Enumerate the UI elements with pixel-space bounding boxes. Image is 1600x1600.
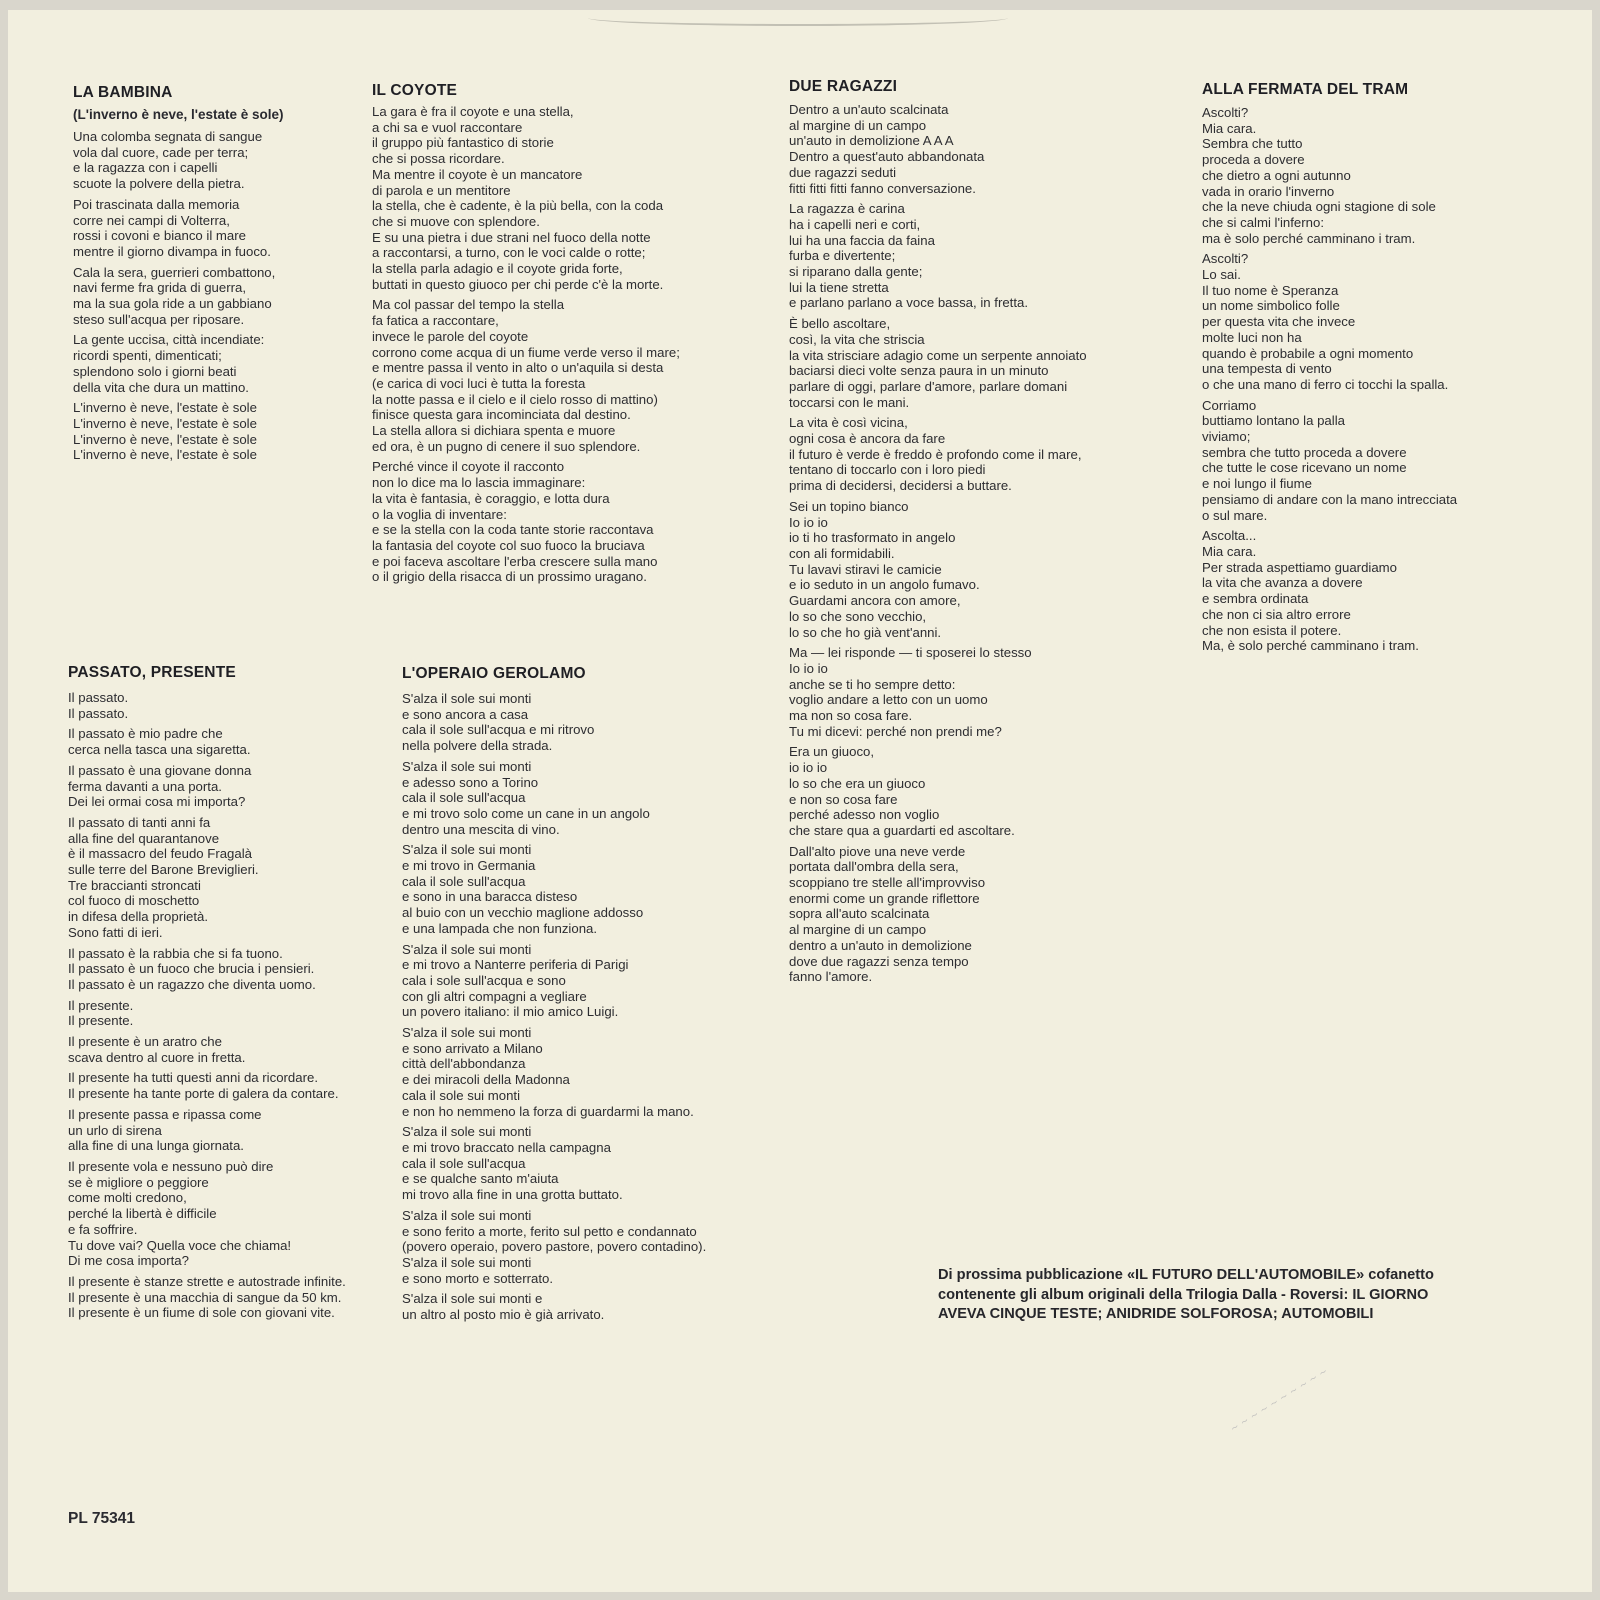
song-title: L'OPERAIO GEROLAMO [402, 665, 586, 682]
stanza [68, 763, 346, 810]
lyric-line: se è migliore o peggiore [68, 1174, 209, 1190]
lyric-line: enormi come un grande riflettore [789, 890, 980, 906]
stanza [73, 265, 284, 328]
song-title: IL COYOTE [372, 82, 458, 99]
lyric-line: Tre braccianti stroncati [68, 877, 201, 893]
lyric-line: La gara è fra il coyote e una stella, [372, 104, 574, 119]
lyric-line: che la neve chiuda ogni stagione di sole [1202, 199, 1436, 215]
lyric-line: tentano di toccarlo con i loro piedi [789, 462, 986, 478]
lyric-line: La gente uccisa, città incendiate: [73, 332, 265, 348]
lyric-line: Ascolti? [1202, 251, 1249, 267]
stanza [372, 104, 680, 292]
stanza [68, 1070, 346, 1101]
lyric-line: splendono solo i giorni beati [73, 363, 237, 379]
lyric-line: cala il sole sull'acqua [402, 1155, 526, 1171]
lyric-line: e non ho nemmeno la forza di guardarmi la mano. [402, 1103, 694, 1119]
lyric-line: steso sull'acqua per riposare. [73, 311, 245, 327]
song-il-coyote [372, 82, 680, 590]
lyric-line: e mi trovo a Nanterre periferia di Parigi [402, 957, 629, 973]
lyric-line: e poi faceva ascoltare l'erba crescere sulla mano [372, 553, 658, 569]
lyric-line: e parlano parlano a voce bassa, in fretta. [789, 295, 1028, 311]
pencil-scribble: ~ ~ ~ ~ ~ ~ ~ ~ ~ ~ [1228, 1366, 1330, 1435]
announcement-line: contenente gli album originali della Trilogia Dalla - Roversi: IL GIORNO [938, 1286, 1429, 1303]
lyric-line: il gruppo più fantastico di storie [372, 135, 554, 151]
lyric-line: che si calmi l'inferno: [1202, 214, 1324, 230]
lyric-line: e se la stella con la coda tante storie raccontava [372, 522, 654, 538]
stanza [68, 1034, 346, 1065]
lyric-line: L'inverno è neve, l'estate è sole [73, 415, 257, 431]
song-lyrics [372, 104, 680, 585]
lyric-line: ma non so cosa fare. [789, 708, 913, 724]
lyric-line: Il presente ha tante porte di galera da contare. [68, 1086, 339, 1102]
lyric-line: ogni cosa è ancora da fare [789, 431, 946, 447]
lyric-line: dentro a un'auto in demolizione [789, 937, 972, 953]
lyric-line: buttiamo lontano la palla [1202, 413, 1345, 429]
lyric-line: Sono fatti di ieri. [68, 924, 163, 940]
lyric-line: con ali formidabili. [789, 545, 895, 561]
song-title: LA BAMBINA [73, 84, 173, 101]
stanza [73, 332, 284, 395]
stanza [402, 691, 706, 754]
lyric-line: Il presente ha tutti questi anni da ricordare. [68, 1070, 318, 1086]
lyric-line: un nome simbolico folle [1202, 298, 1340, 314]
lyric-line: Una colomba segnata di sangue [73, 129, 263, 144]
lyric-line: Di me cosa importa? [68, 1253, 189, 1269]
lyric-line: Tu dove vai? Quella voce che chiama! [68, 1237, 292, 1253]
lyric-line: S'alza il sole sui monti [402, 758, 532, 774]
lyric-line: Il presente vola e nessuno può dire [68, 1158, 274, 1174]
lyric-line: Il presente è una macchia di sangue da 50 km. [68, 1289, 342, 1305]
lyric-line: Dentro a quest'auto abbandonata [789, 149, 985, 165]
lyric-line: e dei miracoli della Madonna [402, 1072, 570, 1088]
lyric-line: sulle terre del Barone Breviglieri. [68, 862, 259, 878]
lyric-line: al buio con un vecchio maglione addosso [402, 905, 644, 921]
lyric-line: per questa vita che invece [1202, 314, 1356, 330]
lyric-line: Cala la sera, guerrieri combattono, [73, 264, 276, 280]
lyric-line: della vita che dura un mattino. [73, 379, 249, 395]
lyric-line: Ma mentre il coyote è un mancatore [372, 166, 583, 182]
lyric-line: mi trovo alla fine in una grotta buttato. [402, 1187, 623, 1203]
lyric-line: L'inverno è neve, l'estate è sole [73, 447, 257, 463]
lyric-line: Il passato è mio padre che [68, 726, 223, 742]
lyric-line: corre nei campi di Volterra, [73, 212, 230, 228]
lyric-line: Il presente. [68, 997, 134, 1013]
stanza [68, 946, 346, 993]
lyric-line: Ma col passar del tempo la stella [372, 297, 565, 313]
stanza [68, 998, 346, 1029]
lyric-line: Mia cara. [1202, 120, 1257, 136]
song-title: ALLA FERMATA DEL TRAM [1202, 81, 1409, 98]
stanza [1202, 528, 1457, 654]
lyric-line: che non ci sia altro errore [1202, 606, 1351, 622]
lyric-line: il futuro è verde è freddo è profondo come il mare, [789, 446, 1082, 462]
stanza [1202, 251, 1457, 392]
lyric-line: e mi trovo solo come un cane in un angolo [402, 805, 650, 821]
lyric-line: Il passato. [68, 705, 129, 721]
lyric-line: e sono ancora a casa [402, 706, 529, 722]
lyric-line: città dell'abbondanza [402, 1056, 526, 1072]
lyric-line: dove due ragazzi senza tempo [789, 953, 969, 969]
lyric-line: ferma davanti a una porta. [68, 778, 222, 794]
lyric-line: a raccontarsi, a turno, con le voci calde o rotte; [372, 245, 646, 261]
lyric-line: molte luci non ha [1202, 329, 1302, 345]
lyric-line: E su una pietra i due strani nel fuoco della notte [372, 229, 651, 245]
announcement-line: Di prossima pubblicazione «IL FUTURO DELL'AUTOMOBILE» cofanetto [938, 1267, 1434, 1283]
lyric-line: e sono arrivato a Milano [402, 1040, 543, 1056]
lyric-line: e mentre passa il vento in alto o un'aquila si desta [372, 360, 664, 376]
lyric-line: e una lampada che non funziona. [402, 920, 598, 936]
lyric-line: S'alza il sole sui monti [402, 842, 532, 858]
stanza [789, 744, 1087, 838]
lyric-line: finisce questa gara incominciata dal destino. [372, 407, 631, 423]
lyric-line: o sul mare. [1202, 507, 1268, 523]
lyric-line: Il passato. [68, 690, 129, 705]
stanza [789, 316, 1087, 410]
stanza [402, 1291, 706, 1322]
song-subtitle: (L'inverno è neve, l'estate è sole) [73, 107, 284, 122]
lyric-line: lo so che sono vecchio, [789, 608, 927, 624]
lyric-line: scava dentro al cuore in fretta. [68, 1049, 246, 1065]
lyric-line: la vita strisciare adagio come un serpente annoiato [789, 347, 1087, 363]
lyric-line: la vita è fantasia, è coraggio, e lotta dura [372, 490, 610, 506]
lyric-line: e fa soffrire. [68, 1221, 138, 1237]
lyric-line: Il passato è un ragazzo che diventa uomo. [68, 976, 316, 992]
lyric-line: perché adesso non voglio [789, 807, 940, 823]
lyric-line: viviamo; [1202, 429, 1251, 445]
lyric-line: Guardami ancora con amore, [789, 593, 961, 609]
lyric-line: corrono come acqua di un fiume verde verso il mare; [372, 344, 680, 360]
lyric-line: che dietro a ogni autunno [1202, 167, 1351, 183]
lyric-line: cala il sole sull'acqua e mi ritrovo [402, 722, 595, 738]
lyric-line: Era un giuoco, [789, 744, 875, 760]
lyric-line: un'auto in demolizione A A A [789, 133, 954, 149]
lyric-line: Corriamo [1202, 397, 1257, 413]
lyric-line: nella polvere della strada. [402, 738, 553, 754]
stanza [402, 842, 706, 936]
lyric-line: Tu mi dicevi: perché non prendi me? [789, 723, 1002, 739]
lyric-line: alla fine del quarantanove [68, 830, 220, 846]
stanza [68, 815, 346, 941]
song-title: PASSATO, PRESENTE [68, 664, 236, 681]
lyric-line: quando è probabile a ogni momento [1202, 345, 1414, 361]
lyric-line: e io seduto in un angolo fumavo. [789, 577, 980, 593]
lyric-line: Il tuo nome è Speranza [1202, 282, 1339, 298]
lyric-line: Ma, è solo perché camminano i tram. [1202, 638, 1419, 654]
lyric-line: sopra all'auto scalcinata [789, 906, 930, 922]
lyric-line: Poi trascinata dalla memoria [73, 196, 240, 212]
lyric-line: La stella allora si dichiara spenta e muore [372, 423, 616, 439]
lyric-line: e noi lungo il fiume [1202, 476, 1312, 492]
lyric-line: La vita è così vicina, [789, 415, 908, 431]
lyric-line: Mia cara. [1202, 543, 1257, 559]
lyric-line: sembra che tutto proceda a dovere [1202, 444, 1407, 460]
lyric-line: Perché vince il coyote il racconto [372, 459, 565, 475]
lyric-line: due ragazzi seduti [789, 164, 897, 180]
stanza [789, 645, 1087, 739]
lyric-line: cala il sole sui monti [402, 1087, 521, 1103]
lyric-line: Dentro a un'auto scalcinata [789, 102, 949, 117]
stanza [68, 726, 346, 757]
lyric-line: furba e divertente; [789, 248, 896, 264]
lyric-line: io ti ho trasformato in angelo [789, 530, 956, 546]
lyric-line: S'alza il sole sui monti [402, 1025, 532, 1041]
lyric-line: io io io [789, 760, 828, 776]
stanza [1202, 105, 1457, 246]
lyric-line: che tutte le cose ricevano un nome [1202, 460, 1407, 476]
lyric-line: fa fatica a raccontare, [372, 313, 499, 329]
stanza [402, 1025, 706, 1119]
lyric-line: S'alza il sole sui monti [402, 1207, 532, 1223]
stanza [372, 459, 680, 585]
lyric-line: L'inverno è neve, l'estate è sole [73, 400, 257, 416]
lyric-line: un altro al posto mio è già arrivato. [402, 1307, 605, 1323]
lyric-line: Sei un topino bianco [789, 498, 909, 514]
lyric-line: La ragazza è carina [789, 201, 905, 217]
lyric-line: toccarsi con le mani. [789, 394, 910, 410]
lyric-line: la fantasia del coyote col suo fuoco la bruciava [372, 537, 645, 553]
stanza [402, 759, 706, 838]
lyric-line: lui ha una faccia da faina [789, 232, 935, 248]
lyric-line: cala i sole sull'acqua e sono [402, 972, 566, 988]
lyric-line: e mi trovo in Germania [402, 858, 536, 874]
lyric-line: Dei lei ormai cosa mi importa? [68, 794, 246, 810]
lyric-line: Lo sai. [1202, 267, 1241, 283]
lyric-line: (e carica di voci luci è tutta la foresta [372, 375, 586, 391]
lyric-line: ha i capelli neri e corti, [789, 216, 921, 232]
song-lyrics [789, 102, 1087, 985]
lyric-line: un povero italiano: il mio amico Luigi. [402, 1004, 619, 1020]
lyric-line: prima di decidersi, decidersi a buttare. [789, 478, 1012, 494]
lyric-line: cerca nella tasca una sigaretta. [68, 742, 251, 758]
announcement-line: AVEVA CINQUE TESTE; ANIDRIDE SOLFOROSA; AUTOMOBILI [938, 1306, 1374, 1322]
stanza [402, 942, 706, 1021]
lyric-sheet [8, 10, 1592, 1592]
lyric-line: la notte passa e il cielo e il cielo rosso di mattino) [372, 391, 658, 407]
lyric-line: S'alza il sole sui monti e [402, 1291, 543, 1307]
lyric-line: baciarsi dieci volte senza paura in un minuto [789, 363, 1049, 379]
lyric-line: Ascolta... [1202, 528, 1257, 544]
song-lyrics [1202, 105, 1457, 654]
stanza [68, 1159, 346, 1269]
stanza [68, 690, 346, 721]
song-l-operaio-gerolamo [402, 665, 706, 1328]
stanza [402, 1208, 706, 1287]
lyric-line: alla fine di una lunga giornata. [68, 1138, 244, 1154]
lyric-line: pensiamo di andare con la mano intrecciata [1202, 491, 1458, 507]
lyric-line: Il passato è la rabbia che si fa tuono. [68, 945, 283, 961]
stanza [372, 297, 680, 454]
lyric-line: rossi i covoni e bianco il mare [73, 228, 246, 244]
lyric-line: cala il sole sull'acqua [402, 790, 526, 806]
lyric-line: o la voglia di inventare: [372, 506, 507, 522]
lyric-line: un urlo di sirena [68, 1122, 162, 1138]
lyric-line: la stella, che è cadente, è la più bella, con la coda [372, 198, 664, 214]
song-lyrics [402, 691, 706, 1323]
stanza [73, 400, 284, 463]
lyric-line: che si muove con splendore. [372, 213, 540, 229]
lyric-line: e non so cosa fare [789, 791, 898, 807]
song-title: DUE RAGAZZI [789, 78, 898, 95]
lyric-line: Il presente è un fiume di sole con giovani vite. [68, 1305, 335, 1321]
lyric-line: al margine di un campo [789, 922, 927, 938]
lyric-line: (povero operaio, povero pastore, povero contadino). [402, 1239, 707, 1255]
lyric-line: proceda a dovere [1202, 152, 1305, 168]
lyric-line: come molti credono, [68, 1190, 187, 1206]
lyric-line: con gli altri compagni a vegliare [402, 988, 587, 1004]
lyric-line: ricordi spenti, dimenticati; [73, 348, 222, 364]
lyric-line: lo so che era un giuoco [789, 775, 926, 791]
lyric-line: così, la vita che striscia [789, 331, 925, 347]
lyric-line: la stella parla adagio e il coyote grida forte, [372, 261, 623, 277]
song-alla-fermata-del-tram [1202, 81, 1457, 659]
lyric-line: col fuoco di moschetto [68, 893, 200, 909]
lyric-line: L'inverno è neve, l'estate è sole [73, 431, 257, 447]
lyric-line: al margine di un campo [789, 117, 927, 133]
lyric-line: buttati in questo giuoco per chi perde c'è la morte. [372, 276, 664, 292]
lyric-line: e adesso sono a Torino [402, 774, 539, 790]
lyric-line: voglio andare a letto con un uomo [789, 692, 988, 708]
lyric-line: Io io io [789, 514, 828, 530]
stanza [789, 102, 1087, 196]
lyric-line: perché la libertà è difficile [68, 1206, 217, 1222]
lyric-line: e sono ferito a morte, ferito sul petto e condannato [402, 1223, 697, 1239]
stanza [1202, 398, 1457, 524]
lyric-line: navi ferme fra grida di guerra, [73, 280, 246, 296]
lyric-line: Il presente. [68, 1013, 134, 1029]
catalog-number: PL 75341 [68, 1510, 135, 1527]
lyric-line: o il grigio della risacca di un prossimo uragano. [372, 569, 647, 585]
lyric-line: e sono in una baracca disteso [402, 889, 578, 905]
lyric-line: parlare di oggi, parlare d'amore, parlare domani [789, 378, 1068, 394]
stanza [73, 129, 284, 192]
lyric-line: non lo dice ma lo lascia immaginare: [372, 475, 586, 491]
lyric-line: di parola e un mentitore [372, 182, 511, 198]
stanza [68, 1107, 346, 1154]
lyric-line: Il passato è un fuoco che brucia i pensieri. [68, 961, 315, 977]
lyric-line: Il passato è una giovane donna [68, 762, 252, 778]
lyric-line: Il passato di tanti anni fa [68, 814, 211, 830]
stanza [789, 415, 1087, 494]
lyric-line: scoppiano tre stelle all'improvviso [789, 875, 986, 891]
lyric-line: o che una mano di ferro ci tocchi la spalla. [1202, 376, 1449, 392]
lyric-line: S'alza il sole sui monti [402, 1254, 532, 1270]
lyric-line: ed ora, è un pugno di cenere il suo splendore. [372, 438, 641, 454]
lyric-line: e se qualche santo m'aiuta [402, 1171, 559, 1187]
lyric-line: portata dall'ombra della sera, [789, 859, 959, 875]
lyric-line: S'alza il sole sui monti [402, 1124, 532, 1140]
lyric-line: Il presente passa e ripassa come [68, 1106, 262, 1122]
lyric-line: la vita che avanza a dovere [1202, 575, 1363, 591]
lyric-line: mentre il giorno divampa in fuoco. [73, 243, 271, 259]
lyric-line: vola dal cuore, cade per terra; [73, 144, 249, 160]
lyric-line: lo so che ho già vent'anni. [789, 624, 942, 640]
lyric-line: Io io io [789, 660, 828, 676]
lyric-line: fanno l'amore. [789, 969, 873, 985]
lyric-line: e sono morto e sotterrato. [402, 1270, 553, 1286]
lyric-line: a chi sa e vuol raccontare [372, 119, 523, 135]
lyric-line: è il massacro del feudo Fragalà [68, 846, 252, 862]
lyric-line: Ascolti? [1202, 105, 1249, 120]
lyric-line: che stare qua a guardarti ed ascoltare. [789, 822, 1015, 838]
stanza [789, 201, 1087, 311]
lyric-line: in difesa della proprietà. [68, 909, 209, 925]
lyric-line: e sembra ordinata [1202, 591, 1309, 607]
lyric-line: Ma — lei risponde — ti sposerei lo stesso [789, 645, 1032, 661]
lyric-line: Dall'alto piove una neve verde [789, 843, 966, 859]
lyric-line: anche se ti ho sempre detto: [789, 676, 956, 692]
lyric-line: e la ragazza con i capelli [73, 160, 218, 176]
sleeve-edge-shadow [588, 10, 1008, 26]
lyric-line: che non esista il potere. [1202, 622, 1342, 638]
lyric-line: S'alza il sole sui monti [402, 941, 532, 957]
lyric-line: lui la tiene stretta [789, 279, 889, 295]
stanza [402, 1124, 706, 1203]
lyric-line: Il presente è un aratro che [68, 1034, 222, 1050]
lyric-line: scuote la polvere della pietra. [73, 176, 245, 192]
lyric-line: una tempesta di vento [1202, 361, 1332, 377]
stanza [73, 197, 284, 260]
song-passato-presente [68, 664, 346, 1326]
lyric-line: Sembra che tutto [1202, 136, 1303, 152]
lyric-line: ma è solo perché camminano i tram. [1202, 230, 1416, 246]
publication-announcement [938, 1266, 1558, 1325]
lyric-line: È bello ascoltare, [789, 316, 891, 332]
lyric-line: fitti fitti fitti fanno conversazione. [789, 180, 976, 196]
lyric-line: vada in orario l'inverno [1202, 183, 1335, 199]
lyric-line: cala il sole sull'acqua [402, 873, 526, 889]
stanza [789, 499, 1087, 640]
lyric-line: Tu lavavi stiravi le camicie [789, 561, 942, 577]
lyric-line: S'alza il sole sui monti [402, 691, 532, 706]
lyric-line: Il presente è stanze strette e autostrade infinite. [68, 1273, 346, 1289]
lyric-line: invece le parole del coyote [372, 328, 529, 344]
lyric-line: che si possa ricordare. [372, 151, 505, 167]
song-la-bambina [73, 84, 284, 468]
stanza [789, 844, 1087, 985]
lyric-line: ma la sua gola ride a un gabbiano [73, 296, 272, 312]
stanza [68, 1274, 346, 1321]
lyric-line: Per strada aspettiamo guardiamo [1202, 559, 1397, 575]
lyric-line: si riparano dalla gente; [789, 264, 923, 280]
lyric-line: e mi trovo braccato nella campagna [402, 1139, 611, 1155]
lyric-line: dentro una mescita di vino. [402, 821, 560, 837]
song-lyrics [73, 129, 284, 463]
song-lyrics [68, 690, 346, 1321]
song-due-ragazzi [789, 78, 1087, 990]
